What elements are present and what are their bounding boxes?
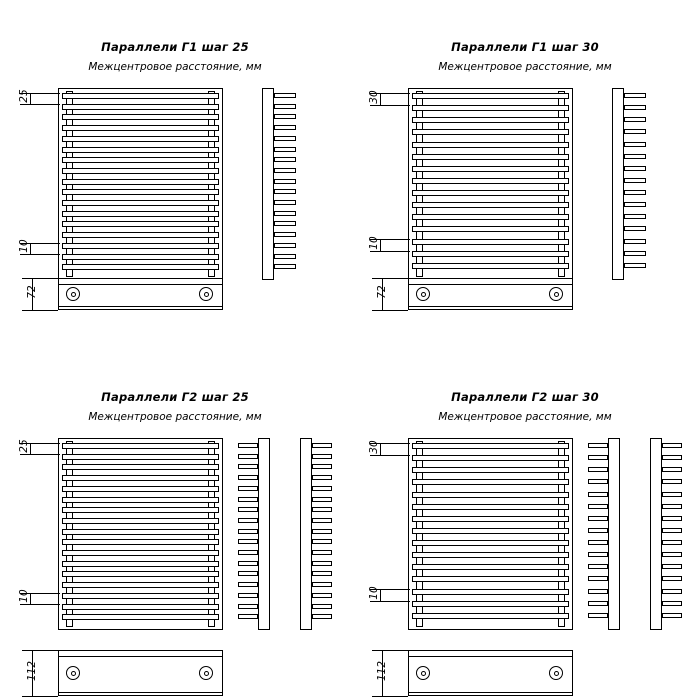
side-view-tooth-right	[662, 443, 682, 448]
front-view-bar	[62, 189, 219, 195]
front-view-bar	[412, 251, 569, 257]
side-view-tooth	[274, 114, 296, 119]
front-view-bar	[62, 125, 219, 131]
side-view-tooth-right	[662, 576, 682, 581]
front-view-bar	[412, 93, 569, 99]
front-view-bar	[62, 593, 219, 599]
side-view-tooth	[274, 243, 296, 248]
collector-port-right	[199, 287, 213, 301]
side-view-column-right	[300, 438, 312, 630]
side-view-tooth-left	[238, 550, 258, 555]
side-view-tooth	[274, 168, 296, 173]
side-view-tooth-right	[662, 455, 682, 460]
collector-port-left-inner	[421, 292, 426, 297]
side-view-tooth-left	[238, 443, 258, 448]
side-view-tooth	[274, 221, 296, 226]
front-view-bar	[412, 552, 569, 558]
product-panel-g2-step-25	[0, 350, 350, 700]
collector-top-edge-line	[58, 284, 223, 285]
side-view-tooth-left	[238, 454, 258, 459]
front-view-bar	[62, 114, 219, 120]
side-view-tooth-right	[312, 464, 332, 469]
front-view-bar	[412, 129, 569, 135]
side-view-tooth-right	[662, 564, 682, 569]
panel-subtitle: Межцентровое расстояние, мм	[88, 411, 262, 423]
depth-ext-line-bottom	[372, 696, 408, 697]
side-view-tooth-right	[662, 467, 682, 472]
side-view-tooth-right	[662, 528, 682, 533]
depth-ext-line-bottom	[22, 696, 58, 697]
side-view-tooth-left	[588, 576, 608, 581]
front-view-bar	[412, 142, 569, 148]
front-view-bar	[412, 479, 569, 485]
collector-bottom-edge-line	[408, 692, 573, 693]
side-view-tooth-left	[238, 571, 258, 576]
front-view-bar	[62, 550, 219, 556]
front-view-bar	[62, 200, 219, 206]
product-panel-g1-step-30	[350, 0, 700, 350]
side-view-tooth	[274, 179, 296, 184]
dimension-depth: 112	[26, 660, 38, 682]
side-view-tooth-right	[312, 497, 332, 502]
side-view-column-right	[650, 438, 662, 630]
side-view-tooth-left	[588, 467, 608, 472]
side-view-tooth-left	[238, 614, 258, 619]
side-view-tooth-left	[238, 561, 258, 566]
collector-port-left-inner	[421, 671, 426, 676]
front-view-bar	[412, 263, 569, 269]
side-view-tooth-left	[238, 507, 258, 512]
product-panel-g2-step-30	[350, 350, 700, 700]
collector-port-left-inner	[71, 671, 76, 676]
side-view-tooth	[624, 214, 646, 219]
front-view-bar	[412, 601, 569, 607]
dimension-bottom-pitch: 10	[18, 239, 30, 253]
dimension-bottom-pitch: 10	[368, 235, 380, 250]
front-view-bar	[412, 239, 569, 245]
collector-port-right	[549, 287, 563, 301]
side-view-tooth	[624, 190, 646, 195]
front-view-bar	[412, 455, 569, 461]
front-view-bar	[62, 264, 219, 270]
dimension-depth: 72	[26, 285, 38, 299]
front-view-bar	[412, 516, 569, 522]
side-view-tooth-right	[312, 443, 332, 448]
side-view-tooth-right	[662, 516, 682, 521]
side-view-tooth-left	[238, 518, 258, 523]
collector-bottom-edge-line	[58, 692, 223, 693]
side-view-tooth-right	[662, 479, 682, 484]
front-view-bar	[412, 178, 569, 184]
dimension-arrow-top	[380, 93, 381, 105]
side-view-tooth	[624, 154, 646, 159]
product-panel-g1-step-25	[0, 0, 350, 350]
front-view-bar	[62, 604, 219, 610]
front-view-bar	[62, 211, 219, 217]
dimension-arrow-top	[30, 93, 31, 104]
front-view-bar	[62, 232, 219, 238]
front-view-bar	[62, 529, 219, 535]
front-view-bar	[62, 486, 219, 492]
side-view-tooth	[274, 93, 296, 98]
side-view-tooth	[624, 178, 646, 183]
front-view-bar	[412, 117, 569, 123]
side-view-tooth	[274, 264, 296, 269]
side-view-column	[612, 88, 624, 280]
collector-port-left	[66, 287, 80, 301]
panel-title: Параллели Г2 шаг 25	[101, 390, 249, 404]
side-view-tooth	[624, 226, 646, 231]
side-view-tooth-left	[238, 582, 258, 587]
side-view-tooth-left	[238, 529, 258, 534]
collector-port-right-inner	[554, 671, 559, 676]
side-view-tooth-left	[238, 604, 258, 609]
dimension-arrow-top	[30, 443, 31, 454]
front-view-bar	[62, 571, 219, 577]
dimension-arrow-bottom	[30, 593, 31, 604]
side-view-tooth	[624, 142, 646, 147]
side-view-tooth-right	[312, 550, 332, 555]
collector-bottom-edge-line	[58, 306, 223, 307]
side-view-tooth-right	[662, 504, 682, 509]
front-view-bar	[412, 202, 569, 208]
side-view-tooth-right	[312, 593, 332, 598]
side-view-tooth	[624, 166, 646, 171]
side-view-tooth-right	[312, 518, 332, 523]
front-view-bar	[62, 243, 219, 249]
side-view-tooth-left	[588, 479, 608, 484]
side-view-tooth	[274, 200, 296, 205]
front-view-bar	[62, 518, 219, 524]
side-view-tooth	[274, 157, 296, 162]
dimension-depth: 112	[376, 660, 388, 682]
front-view-bar	[62, 464, 219, 470]
front-view-bar	[412, 226, 569, 232]
side-view-tooth-left	[588, 552, 608, 557]
side-view-tooth-left	[238, 475, 258, 480]
side-view-tooth-left	[588, 516, 608, 521]
side-view-column-left	[258, 438, 270, 630]
side-view-tooth-left	[238, 486, 258, 491]
panel-subtitle: Межцентровое расстояние, мм	[438, 411, 612, 423]
side-view-tooth	[274, 211, 296, 216]
dimension-arrow-bottom	[380, 239, 381, 251]
front-view-bar	[62, 168, 219, 174]
side-view-tooth-left	[238, 539, 258, 544]
side-view-tooth	[274, 136, 296, 141]
dimension-top-pitch: 25	[18, 89, 30, 104]
side-view-tooth-right	[662, 601, 682, 606]
front-view-bar	[62, 157, 219, 163]
side-view-tooth	[624, 93, 646, 98]
collector-port-left	[66, 666, 80, 680]
front-view-bar	[412, 528, 569, 534]
collector-port-right-inner	[554, 292, 559, 297]
side-view-column	[262, 88, 274, 280]
dimension-top-pitch: 25	[18, 439, 30, 454]
front-view-bar	[62, 475, 219, 481]
collector-top-edge-line	[408, 284, 573, 285]
side-view-tooth-left	[588, 504, 608, 509]
panel-subtitle: Межцентровое расстояние, мм	[88, 61, 262, 73]
side-view-tooth-right	[312, 507, 332, 512]
side-view-tooth-right	[662, 552, 682, 557]
front-view-bar	[62, 136, 219, 142]
side-view-tooth-right	[662, 613, 682, 618]
side-view-tooth	[624, 129, 646, 134]
side-view-column-left	[608, 438, 620, 630]
side-view-tooth	[624, 239, 646, 244]
front-view-bar	[62, 497, 219, 503]
front-view-bar	[412, 214, 569, 220]
side-view-tooth	[274, 147, 296, 152]
dimension-bottom-pitch: 10	[368, 585, 380, 600]
front-view-bar	[412, 564, 569, 570]
front-view-bar	[62, 104, 219, 110]
side-view-tooth-right	[662, 492, 682, 497]
front-view-bar	[412, 154, 569, 160]
panel-title: Параллели Г2 шаг 30	[451, 390, 599, 404]
side-view-tooth	[274, 254, 296, 259]
front-view-bar	[62, 539, 219, 545]
side-view-tooth-left	[238, 464, 258, 469]
front-view-bar	[412, 576, 569, 582]
side-view-tooth-right	[312, 539, 332, 544]
side-view-tooth	[274, 189, 296, 194]
side-view-tooth	[274, 104, 296, 109]
side-view-tooth	[624, 202, 646, 207]
collector-port-right	[549, 666, 563, 680]
dimension-arrow-bottom	[30, 243, 31, 254]
front-view-bar	[412, 105, 569, 111]
front-view-bar	[412, 190, 569, 196]
collector-bottom-edge-line	[408, 306, 573, 307]
collector-port-right-inner	[204, 671, 209, 676]
side-view-tooth-left	[588, 528, 608, 533]
side-view-tooth-left	[588, 564, 608, 569]
front-view-bar	[62, 221, 219, 227]
side-view-tooth-right	[662, 589, 682, 594]
dimension-depth: 72	[376, 285, 388, 299]
side-view-tooth	[624, 105, 646, 110]
side-view-tooth-right	[312, 529, 332, 534]
side-view-tooth-right	[312, 561, 332, 566]
collector-top-edge-line	[408, 656, 573, 657]
side-view-tooth	[274, 232, 296, 237]
panel-subtitle: Межцентровое расстояние, мм	[438, 61, 612, 73]
side-view-tooth-right	[312, 582, 332, 587]
side-view-tooth-left	[238, 593, 258, 598]
side-view-tooth-left	[588, 601, 608, 606]
front-view-bar	[62, 454, 219, 460]
collector-port-left	[416, 287, 430, 301]
side-view-tooth-right	[312, 571, 332, 576]
panel-title: Параллели Г1 шаг 25	[101, 40, 249, 54]
side-view-tooth-right	[312, 614, 332, 619]
side-view-tooth-left	[588, 589, 608, 594]
side-view-tooth-right	[312, 454, 332, 459]
dimension-top-pitch: 30	[368, 440, 380, 454]
side-view-tooth-left	[588, 540, 608, 545]
dimension-arrow-bottom	[380, 589, 381, 601]
collector-port-right	[199, 666, 213, 680]
side-view-tooth-right	[312, 486, 332, 491]
front-view-bar	[412, 613, 569, 619]
side-view-tooth-left	[238, 497, 258, 502]
front-view-bar	[62, 561, 219, 567]
front-view-bar	[412, 166, 569, 172]
dimension-top-pitch: 30	[368, 90, 380, 104]
side-view-tooth-left	[588, 455, 608, 460]
front-view-bar	[62, 147, 219, 153]
panel-title: Параллели Г1 шаг 30	[451, 40, 599, 54]
front-view-bar	[412, 589, 569, 595]
collector-port-left-inner	[71, 292, 76, 297]
collector-port-right-inner	[204, 292, 209, 297]
side-view-tooth-left	[588, 443, 608, 448]
dimension-bottom-pitch: 10	[18, 589, 30, 603]
side-view-tooth-right	[312, 475, 332, 480]
front-view-bar	[62, 582, 219, 588]
side-view-tooth	[624, 117, 646, 122]
side-view-tooth	[624, 263, 646, 268]
front-view-bar	[412, 467, 569, 473]
side-view-tooth-left	[588, 492, 608, 497]
front-view-bar	[62, 93, 219, 99]
front-view-bar	[62, 179, 219, 185]
side-view-tooth-right	[662, 540, 682, 545]
front-view-bar	[412, 492, 569, 498]
front-view-bar	[62, 614, 219, 620]
side-view-tooth	[624, 251, 646, 256]
front-view-bar	[62, 254, 219, 260]
front-view-bar	[62, 443, 219, 449]
collector-top-edge-line	[58, 656, 223, 657]
front-view-bar	[62, 507, 219, 513]
front-view-bar	[412, 504, 569, 510]
side-view-tooth-left	[588, 613, 608, 618]
collector-port-left	[416, 666, 430, 680]
side-view-tooth	[274, 125, 296, 130]
side-view-tooth-right	[312, 604, 332, 609]
front-view-bar	[412, 540, 569, 546]
front-view-bar	[412, 443, 569, 449]
dimension-arrow-top	[380, 443, 381, 455]
